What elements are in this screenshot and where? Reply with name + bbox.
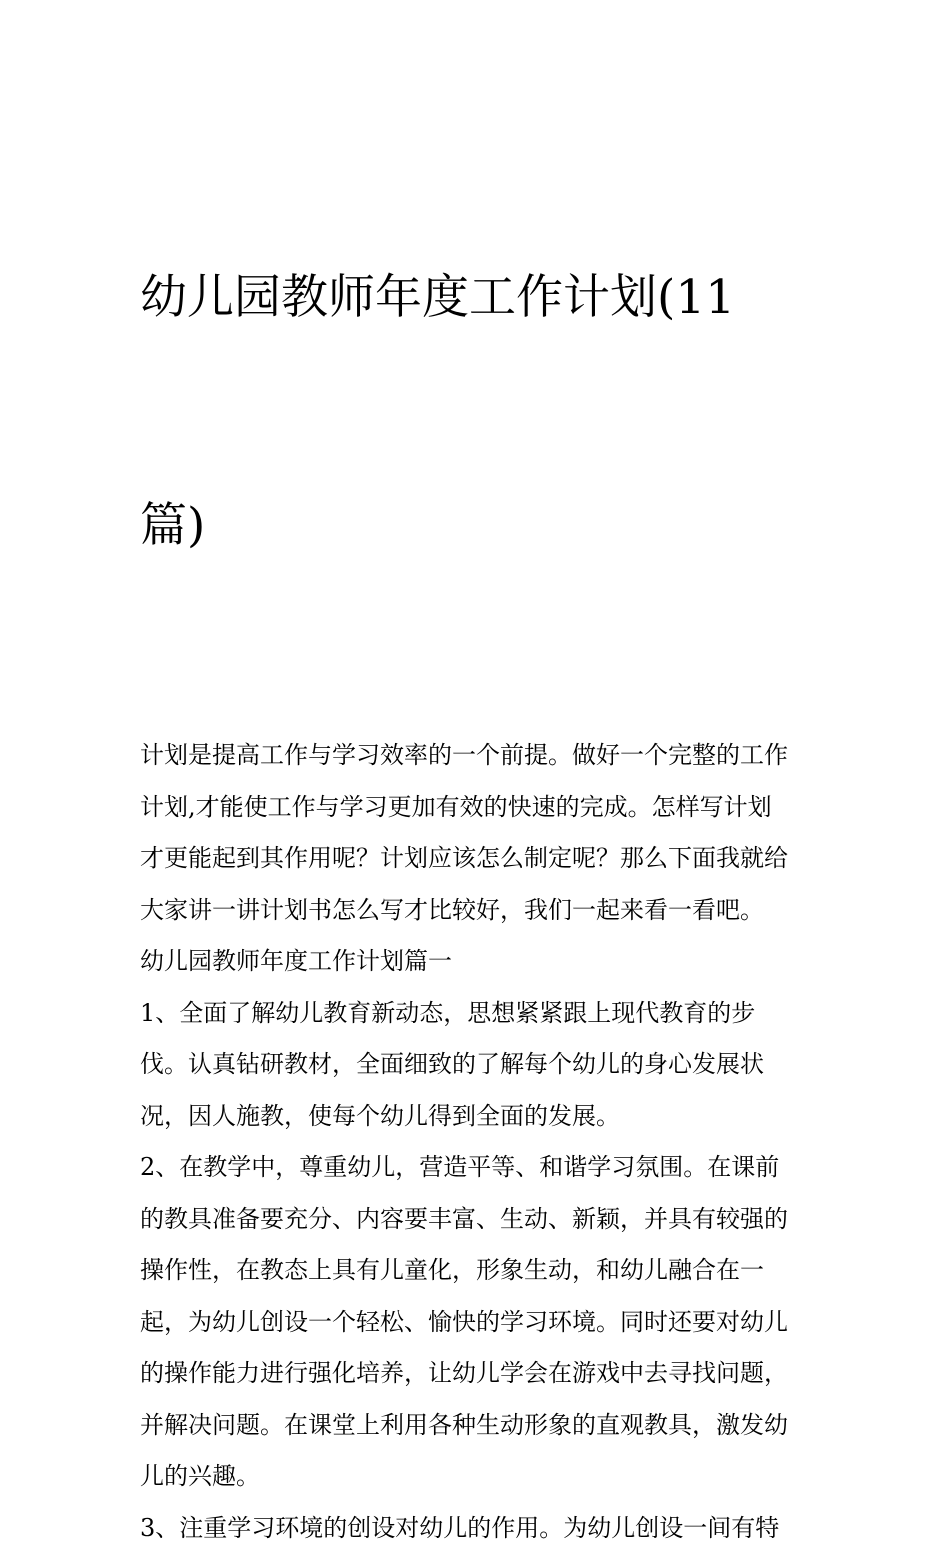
text-line: 才更能起到其作用呢？计划应该怎么制定呢？那么下面我就给 bbox=[140, 833, 812, 885]
text-line: 计划,才能使工作与学习更加有效的快速的完成。怎样写计划 bbox=[140, 782, 812, 834]
title-line: 篇) bbox=[140, 488, 812, 564]
text-line: 的教具准备要充分、内容要丰富、生动、新颖，并具有较强的 bbox=[140, 1194, 812, 1246]
document-body bbox=[140, 730, 812, 1554]
section-heading bbox=[140, 936, 812, 988]
title-line: 幼儿园教师年度工作计划(11 bbox=[140, 260, 812, 336]
list-item-2 bbox=[140, 1142, 812, 1503]
intro-paragraph bbox=[140, 730, 812, 936]
list-item-3 bbox=[140, 1503, 812, 1554]
text-line: 3、注重学习环境的创设对幼儿的作用。为幼儿创设一间有特 bbox=[140, 1503, 812, 1554]
text-line: 并解决问题。在课堂上利用各种生动形象的直观教具，激发幼 bbox=[140, 1400, 812, 1452]
text-line: 操作性，在教态上具有儿童化，形象生动，和幼儿融合在一 bbox=[140, 1245, 812, 1297]
text-line: 计划是提高工作与学习效率的一个前提。做好一个完整的工作 bbox=[140, 730, 812, 782]
text-line: 起，为幼儿创设一个轻松、愉快的学习环境。同时还要对幼儿 bbox=[140, 1297, 812, 1349]
text-line: 幼儿园教师年度工作计划篇一 bbox=[140, 936, 812, 988]
text-line: 况，因人施教，使每个幼儿得到全面的发展。 bbox=[140, 1091, 812, 1143]
text-line: 2、在教学中，尊重幼儿，营造平等、和谐学习氛围。在课前 bbox=[140, 1142, 812, 1194]
document-content bbox=[140, 108, 812, 1554]
text-line: 大家讲一讲计划书怎么写才比较好，我们一起来看一看吧。 bbox=[140, 885, 812, 937]
text-line: 儿的兴趣。 bbox=[140, 1451, 812, 1503]
document-title bbox=[140, 108, 812, 716]
text-line: 伐。认真钻研教材，全面细致的了解每个幼儿的身心发展状 bbox=[140, 1039, 812, 1091]
text-line: 1、全面了解幼儿教育新动态，思想紧紧跟上现代教育的步 bbox=[140, 988, 812, 1040]
text-line: 的操作能力进行强化培养，让幼儿学会在游戏中去寻找问题， bbox=[140, 1348, 812, 1400]
list-item-1 bbox=[140, 988, 812, 1143]
